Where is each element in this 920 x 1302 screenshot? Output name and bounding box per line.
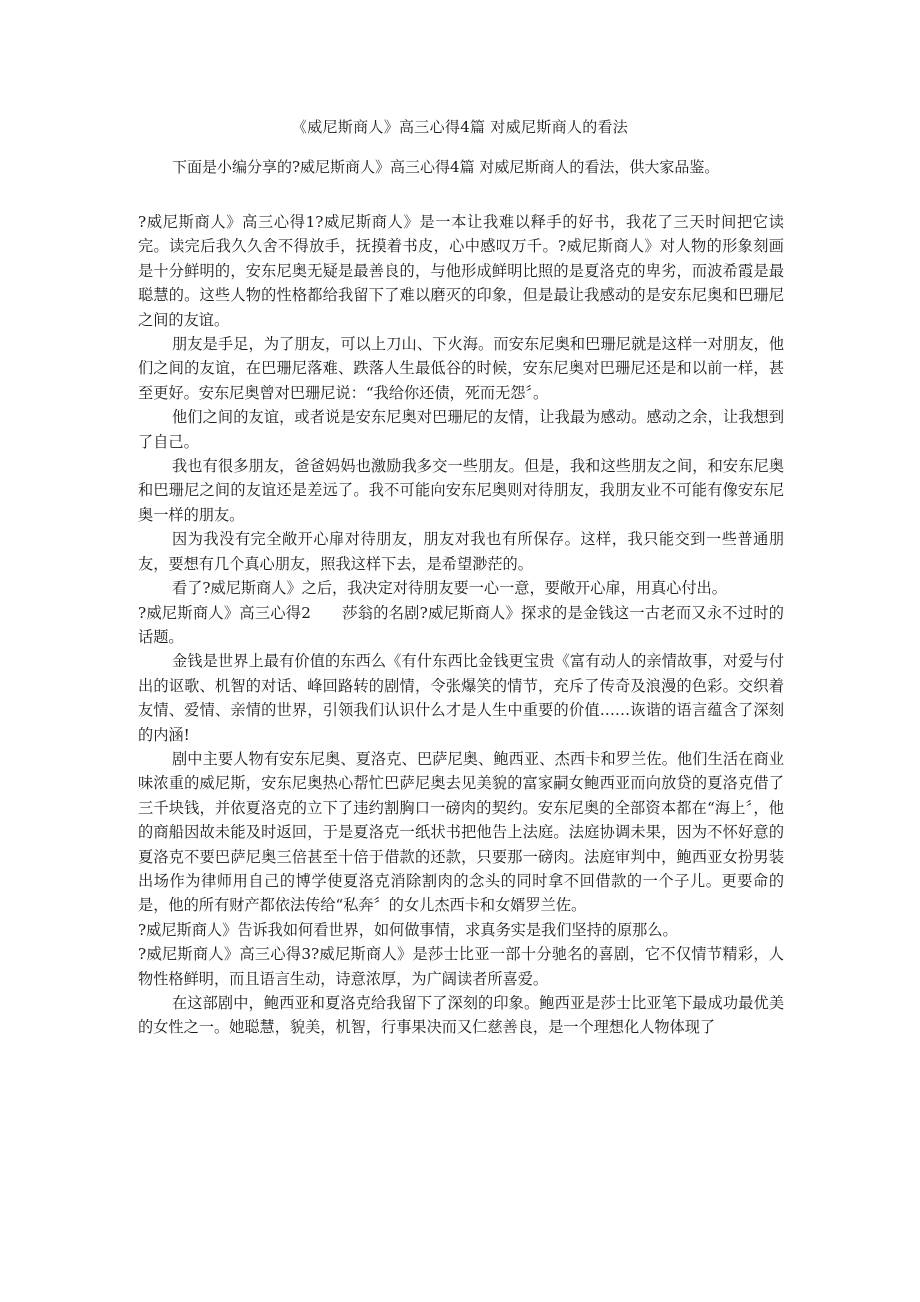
- paragraph-1: ?威尼斯商人》高三心得1?威尼斯商人》是一本让我难以释手的好书，我花了三天时间把它读完。读完后我久久舍不得放手，抚摸着书皮，心中感叹万千。?威尼斯商人》对人物的形象刻画是十分鲜明的，安东尼奥无疑是最善良的，与他形成鲜明比照的是夏洛克的卑劣，而波希霞是最聪慧的。这些人物的性格都给我留下了难以磨灭的印象，但是最让我感动的是安东尼奥和巴珊尼之间的友谊。: [138, 213, 784, 329]
- paragraph-12: 在这部剧中，鲍西亚和夏洛克给我留下了深刻的印象。鲍西亚是莎士比亚笔下最成功最优美的女性之一。她聪慧，貌美，机智，行事果决而又仁慈善良，是一个理想化人物体现了: [138, 994, 784, 1037]
- paragraph-2: 朋友是手足，为了朋友，可以上刀山、下火海。而安东尼奥和巴珊尼就是这样一对朋友，他们之间的友谊，在巴珊尼落难、跌落人生最低谷的时候，安东尼奥对巴珊尼还是和以前一样，甚至更好。安东尼奥曾对巴珊尼说：“我给你还债，死而无怨〞。: [138, 335, 784, 402]
- paragraph-11: ?威尼斯商人》高三心得3?威尼斯商人》是莎士比亚一部十分驰名的喜剧，它不仅情节精彩，人物性格鲜明，而且语言生动，诗意浓厚，为广阔读者所喜爱。: [138, 945, 784, 988]
- paragraph-8: 金钱是世界上最有价值的东西么《有什东西比金钱更宝贵《富有动人的亲情故事，对爱与付出的讴歌、机智的对话、峰回路转的剧情，令张爆笑的情节，充斥了传奇及浪漫的色彩。交织着友情、爱情、亲情的世界，引领我们认识什么才是人生中重要的价值……诙谐的语言蕴含了深刻的内涵!: [138, 652, 784, 744]
- paragraph-6: 看了?威尼斯商人》之后，我决定对待朋友要一心一意，要敞开心扉，用真心付出。: [172, 579, 727, 598]
- paragraph-9: 剧中主要人物有安东尼奥、夏洛克、巴萨尼奥、鲍西亚、杰西卡和罗兰佐。他们生活在商业味浓重的威尼斯，安东尼奥热心帮忙巴萨尼奥去见美貌的富家嗣女鲍西亚而向放贷的夏洛克借了三千块钱，并依夏洛克的立下了违约割胸口一磅肉的契约。安东尼奥的全部资本都在“海上〞，他的商船因故未能及时返回，于是夏洛克一纸状书把他告上法庭。法庭协调未果，因为不怀好意的夏洛克不要巴萨尼奥三倍甚至十倍于借款的还款，只要那一磅肉。法庭审判中，鲍西亚女扮男装出场作为律师用自己的博学使夏洛克消除割肉的念头的同时拿不回借款的一个子儿。更要命的是，他的所有财产都依法传给“私奔〞的女儿杰西卡和女婿罗兰佐。: [138, 749, 784, 915]
- intro-paragraph: 下面是小编分享的?威尼斯商人》高三心得4篇 对威尼斯商人的看法，供大家品鉴。: [172, 158, 720, 176]
- paragraph-7: ?威尼斯商人》高三心得2 莎翁的名剧?威尼斯商人》探求的是金钱这一古老而又永不过时的话题。: [138, 603, 784, 646]
- paragraph-10: ?威尼斯商人》告诉我如何看世界，如何做事情，求真务实是我们坚持的原那么。: [138, 920, 678, 939]
- paragraph-3: 他们之间的友谊，或者说是安东尼奥对巴珊尼的友情，让我最为感动。感动之余，让我想到了自己。: [138, 408, 784, 451]
- paragraph-4: 我也有很多朋友，爸爸妈妈也激励我多交一些朋友。但是，我和这些朋友之间，和安东尼奥和巴珊尼之间的友谊还是差远了。我不可能向安东尼奥则对待朋友，我朋友业不可能有像安东尼奥一样的朋友。: [138, 457, 784, 524]
- document-title: 《威尼斯商人》高三心得4篇 对威尼斯商人的看法: [291, 118, 629, 136]
- document-body: [138, 210, 784, 1040]
- paragraph-5: 因为我没有完全敞开心扉对待朋友，朋友对我也有所保存。这样，我只能交到一些普通朋友，要想有几个真心朋友，照我这样下去，是希望渺茫的。: [138, 530, 784, 573]
